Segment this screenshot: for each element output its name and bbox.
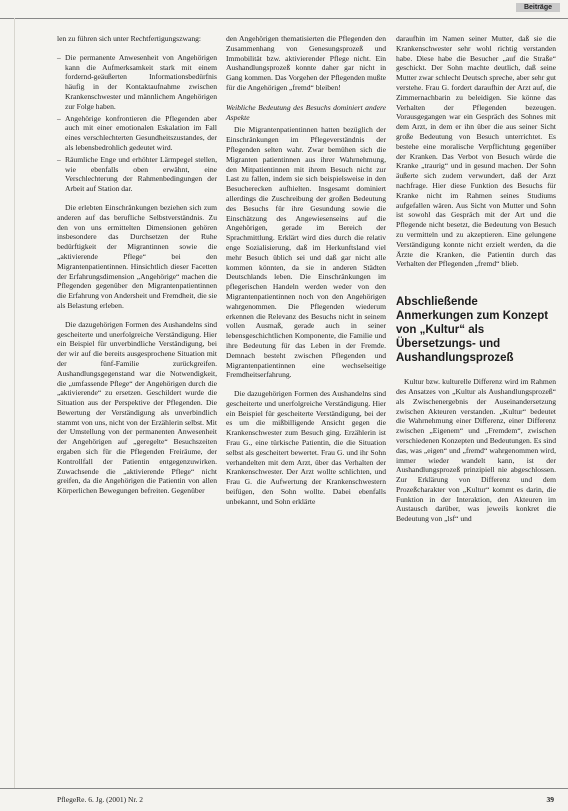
- paragraph: den Angehörigen thematisierten die Pflegenden den Zusammenhang von Genesungsprozeß und Immobilität bzw. aktivierender Pflege nicht. Ein Aushandlungsprozeß konnte daher gar nicht in Gang kommen. Das Vorgehen der Pflegenden mußte für die Angehörigen „fremd“ bleiben!: [226, 34, 386, 92]
- bullet-item: [57, 53, 217, 112]
- paragraph: len zu führen sich unter Rechtfertigungszwang:: [57, 34, 202, 43]
- bullet-dash: –: [57, 52, 61, 62]
- bullet-item: [57, 155, 217, 194]
- subheading: Weibliche Bedeutung des Besuchs dominiert andere Aspekte: [226, 102, 386, 122]
- bullet-text: Angehörige konfrontieren die Pflegenden aber auch mit einer emotionalen Eskalation im Fall eines verschlechterten Gesundheitszustandes, der als lebensbedrohlich gedeutet wird.: [65, 113, 217, 152]
- bullet-item: [57, 114, 217, 153]
- bullet-text: Die permanente Anwesenheit von Angehörigen kann die Aufmerksamkeit stark mit einem fordernd-geäußerten Informationsbedürfnis häufig in der Kontaktaufnahme zwischen Krankenschwester und männlichem Angehörigen zur Folge haben.: [65, 52, 217, 111]
- paragraph: Kultur bzw. kulturelle Differenz wird im Rahmen des Ansatzes von „Kultur als Aushandlungsprozeß“ als Zwischenergebnis der Auseinandersetzung zwischen Akteuren verstanden. „Kultur“ bedeutet die Wahrnehmung einer Differenz, einer Differenz zwischen „Eigenem“ und „Fremdem“, zwischen verschiedenen Konzepten und Bedeutungen. Es sind das, was „eigen“ und „fremd“ wahrgenommen wird, immer wieder wandelt kann, ist der Aushandlungsprozeß prinzipiell nie abgeschlossen. Zur Erklärung von Differenz und dem Prozeßcharakter von „Kultur“ kommt es darin, die Funktion in der Interaktion, den Akteuren im Austausch darüber, was jeweils konkret die Bedeutung von „lsf“ und: [396, 377, 556, 524]
- page-footer: [0, 788, 568, 811]
- bullet-text: Räumliche Enge und erhöhter Lärmpegel stellen, wie ebenfalls oben erwähnt, eine Verschlechterung der Rahmenbedingungen der Arbeit auf Station dar.: [65, 154, 217, 194]
- section-heading: Abschließende Anmerkungen zum Konzept von „Kultur“ als Übersetzungs- und Aushandlungsprozeß: [396, 296, 549, 365]
- paragraph: Die Migrantenpatientinnen hatten bezüglich der Einschränkungen im Pflegeverständnis der Pflegenden selten wahr. Zwar bemühen sich die Migranten patientinnen aus ihrer Wahrnehmung, den Mitpatientinnen mit ihrem Besuch nicht zur Last zu fallen, indem sie sich beispielsweise in den Besucherecken aufhielten. Insgesamt dominiert allerdings die Zuschreibung der großen Bedeutung des Besuchs für ihre Gesundung sowie die Einschätzung des Angewiesenseins auf die Angehörigen, gerade im Bereich der Sprachmittlung. Erklärt wird dies durch die relativ enge Sozialisierung, daß im Herkunftsland viel mehr Besuch üblich sei und daß gar nicht alle kommen könnten, da sie in anderen Städten Deutschlands leben. Die Einschränkungen im pflegerischen Handeln werden weder von den Migrantenpatientinnen noch von den Angehörigen wahrgenommen. Die Pflegenden wiederum erkennen die Relevanz des Besuchs nicht in seinem vollen Ausmaß, gerade auch in seiner lebensgeschichtlichen Komponente, die Familie und ihre Bedeutung für das Leben in der Fremde. Demnach besteht zwischen Pflegenden und Migrantenpatientinnen eine wechselseitige Fremdheitserfahrung.: [226, 125, 386, 380]
- paragraph: Die dazugehörigen Formen des Aushandelns sind gescheiterte und unerfolgreiche Verständigung. Hier ein Beispiel für gescheiterte Verständigung, bei der es um die mißbilligende Ansicht gegen die Krankenschwester zum Besuch ging. Erzählerin ist Frau G., eine türkische Patientin, die die Situation selbst als gescheitert bewertet. Frau G. und ihr Sohn verhandelten mit dem Arzt, über das Verhalten der Krankenschwester. Der Arzt wollte schlichten, und Frau G. die Aufwertung der Krankenschwestern beifügen, den Sohn wollte. Dabei ebenfalls unbekannt, und Sohn erklärte: [226, 389, 386, 506]
- paragraph: Die erlebten Einschränkungen beziehen sich zum anderen auf das berufliche Selbstverständnis. Zu den von uns ermittelten Dimensionen gehören insbesondere das Durchsetzen der Ruhe bedürftigkeit der Migrantinnen sowie die „aktivierende Pflege“ bei den Migrantenpatientinnen. Hinsichtlich dieser Facetten der Erfahrungsdimension „Angehörige“ machen die Pflegenden gegenüber den Migrantenpatientinnen die Erfahrung von Andersheit und Fremdheit, die sie als Belastung erleben.: [57, 202, 217, 310]
- page-header: [0, 0, 568, 19]
- bullet-dash: –: [57, 113, 61, 123]
- paragraph: daraufhin im Namen seiner Mutter, daß sie die Krankenschwester sehr wohl richtig verstanden habe. Diese habe die Besucher „auf die Straße“ geschickt. Der Sohn machte deutlich, daß seine Mutter zwar schlecht Deutsch spreche, aber sehr gut verstehe. Frau G. fordert daraufhin der Arzt auf, die Zimmernachbarin zu beleidigen. Sie könne das Verhalten der Pflegenden bezeugen. Vorausgegangen war ein Gespräch des Sohnes mit dem Arzt, in dem er ihn über die aus seiner Sicht große Bedeutung von Besuch unterrichtet. Es bestehe eine moralische Verpflichtung gegenüber der Kranken. Das Verbot von Besuch würde die Kranke „traurig“ und in gesund machen. Der Sohn äußerte sich zudem verwundert, daß der Arzt nachfrage. Hier diese Funktion des Besuchs für Kranke nicht im Rahmen seines Studiums aufgefallen wären. Aus Sicht von Mutter und Sohn ist sowohl das Gespräch mit der Art und die Pflegende nicht besetzt, die Bedeutung von Besuch zu vermitteln und zu akzeptieren. Eine gelungene Verständigung konnte nicht erzielt werden, da die Ärzte die Kranken, die Patientin durch das Verhalten der Pflegenden „fremd“ blieb.: [396, 34, 556, 269]
- text-column-2: [226, 34, 386, 516]
- text-column-1: [57, 34, 217, 505]
- paragraph: Die dazugehörigen Formen des Aushandelns sind gescheiterte und unerfolgreiche Verständigung. Hier ein Beispiel für unverbindliche Verständigung, bei der wir auf die bereits ausgesprochene Situation mit der fünf-Familie zurückgreifen. Aushandlungsgegenstand war die Notwendigkeit, die „umfassende Pflege“ der Angehörigen durch die „aktivierende“ zu ersetzen. Geschildert wurde die Situation aus der Perspektive der Pflegenden. Die Bewertung der Verständigung als unverbindlich stammt von uns, nicht von der Erzählerin selbst. Mit der Umstellung von der permanenten Anwesenheit der Angehörigen auf „geregelte“ Besuchszeiten ergaben sich für die Pflegenden Freiräume, der Kontrollfall der Patientin entgegenzuwirken. Zuwachsende die „aktivierende Pflege“ nicht greifen, da die Angehörigen die Patientin von allen Körperlichen Bewegungen befreiten. Gegenüber: [57, 319, 217, 496]
- bullet-dash: –: [57, 154, 61, 164]
- section-tab: Beiträge: [516, 3, 560, 12]
- page-number: 39: [546, 795, 554, 804]
- text-column-3: [396, 34, 556, 533]
- journal-citation: PflegeRe. 6. Jg. (2001) Nr. 2: [57, 795, 144, 804]
- margin-line: [14, 18, 15, 789]
